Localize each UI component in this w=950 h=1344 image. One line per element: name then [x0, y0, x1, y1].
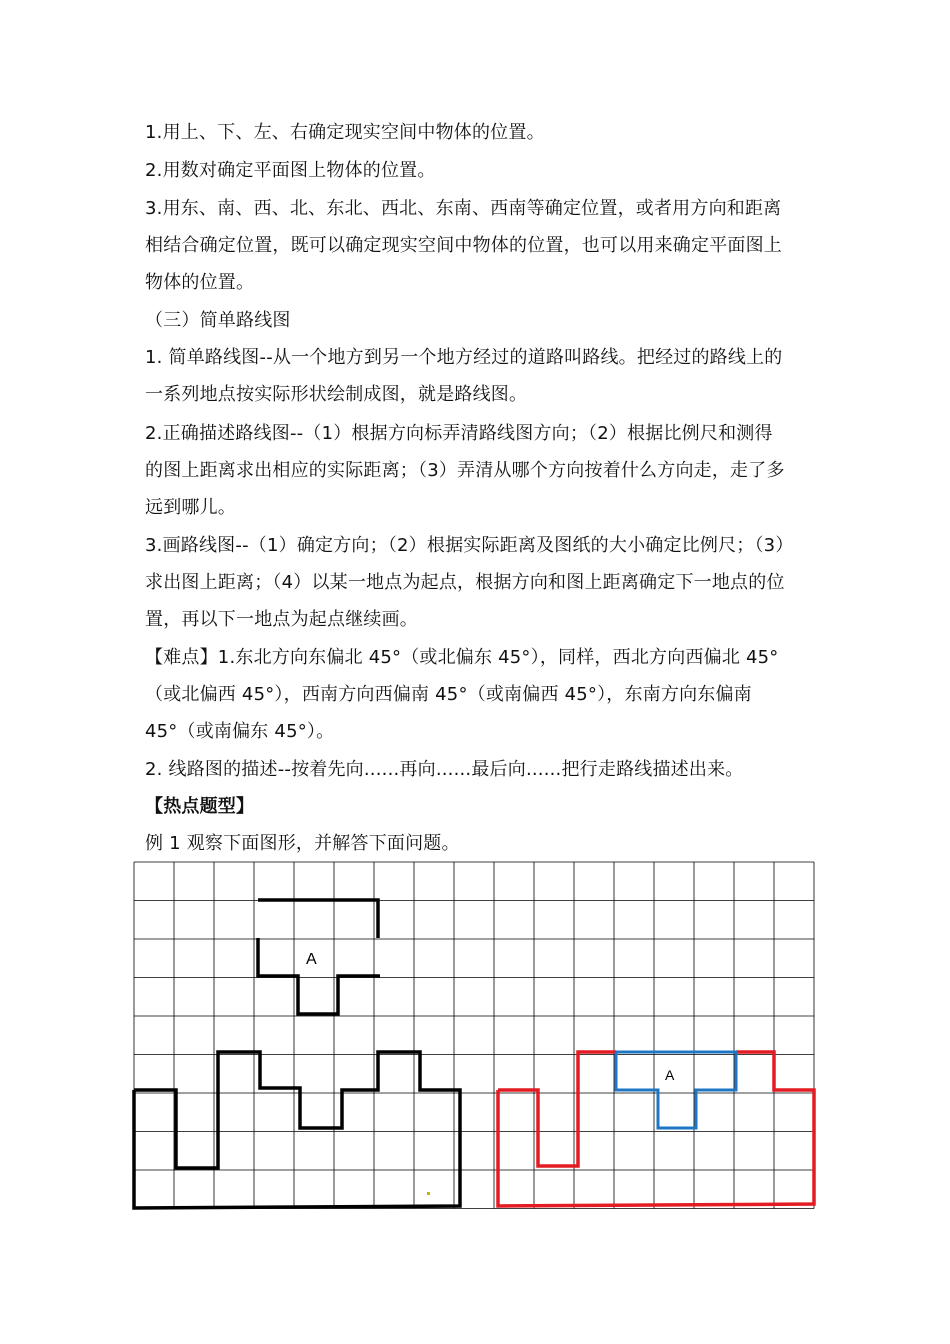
red-shape: [498, 1052, 616, 1166]
text-line-3: 3.用东、南、西、北、东北、西北、东南、西南等确定位置，或者用方向和距离: [145, 198, 782, 219]
text-line-10: 的图上距离求出相应的实际距离；（3）弄清从哪个方向按着什么方向走，走了多: [145, 460, 785, 481]
text-line-1: 1.用上、下、左、右确定现实空间中物体的位置。: [145, 122, 545, 143]
text-line-14: 置，再以下一地点为起点继续画。: [145, 609, 418, 630]
example-1-label: 例 1 观察下面图形，并解答下面问题。: [145, 833, 460, 854]
text-line-12: 3.画路线图--（1）确定方向；（2）根据实际距离及图纸的大小确定比例尺；（3）: [145, 535, 794, 556]
text-line-9: 2.正确描述路线图--（1）根据方向标弄清路线图方向；（2）根据比例尺和测得: [145, 423, 773, 444]
text-line-11: 远到哪儿。: [145, 497, 236, 518]
grid-figure: [130, 858, 820, 1214]
shape-a-top-outline: [258, 900, 378, 938]
red-shape-right: [498, 1052, 814, 1206]
text-line-8: 一系列地点按实际形状绘制成图，就是路线图。: [145, 384, 528, 405]
small-dot: [427, 1192, 430, 1195]
text-line-7: 1. 简单路线图--从一个地方到另一个地方经过的道路叫路线。把经过的路线上的: [145, 347, 783, 368]
text-line-17: 45°（或南偏东 45°）。: [145, 721, 335, 742]
text-line-5: 物体的位置。: [145, 272, 255, 293]
blue-shape: [616, 1052, 736, 1128]
black-large-shape: [134, 1052, 460, 1208]
shape-a-bottom-outline: [258, 938, 380, 1014]
text-line-15: 【难点】1.东北方向东偏北 45°（或北偏东 45°），同样，西北方向西偏北 45°: [145, 647, 779, 668]
text-line-16: （或北偏西 45°），西南方向西偏南 45°（或南偏西 45°），东南方向东偏南: [145, 684, 752, 705]
grid-figure-svg: [130, 858, 820, 1214]
section-heading: （三）简单路线图: [145, 310, 291, 331]
grid-lines: [134, 862, 814, 1209]
hot-topics-heading: 【热点题型】: [145, 796, 255, 817]
text-line-4: 相结合确定位置，既可以确定现实空间中物体的位置，也可以用来确定平面图上: [145, 235, 782, 256]
text-line-13: 求出图上距离；（4）以某一地点为起点，根据方向和图上距离确定下一地点的位: [145, 572, 785, 593]
label-a-top: A: [306, 951, 317, 968]
label-a-right: A: [665, 1067, 675, 1083]
text-line-18: 2. 线路图的描述--按着先向......再向......最后向......把行走路线描述出来。: [145, 759, 744, 780]
text-line-2: 2.用数对确定平面图上物体的位置。: [145, 160, 436, 181]
